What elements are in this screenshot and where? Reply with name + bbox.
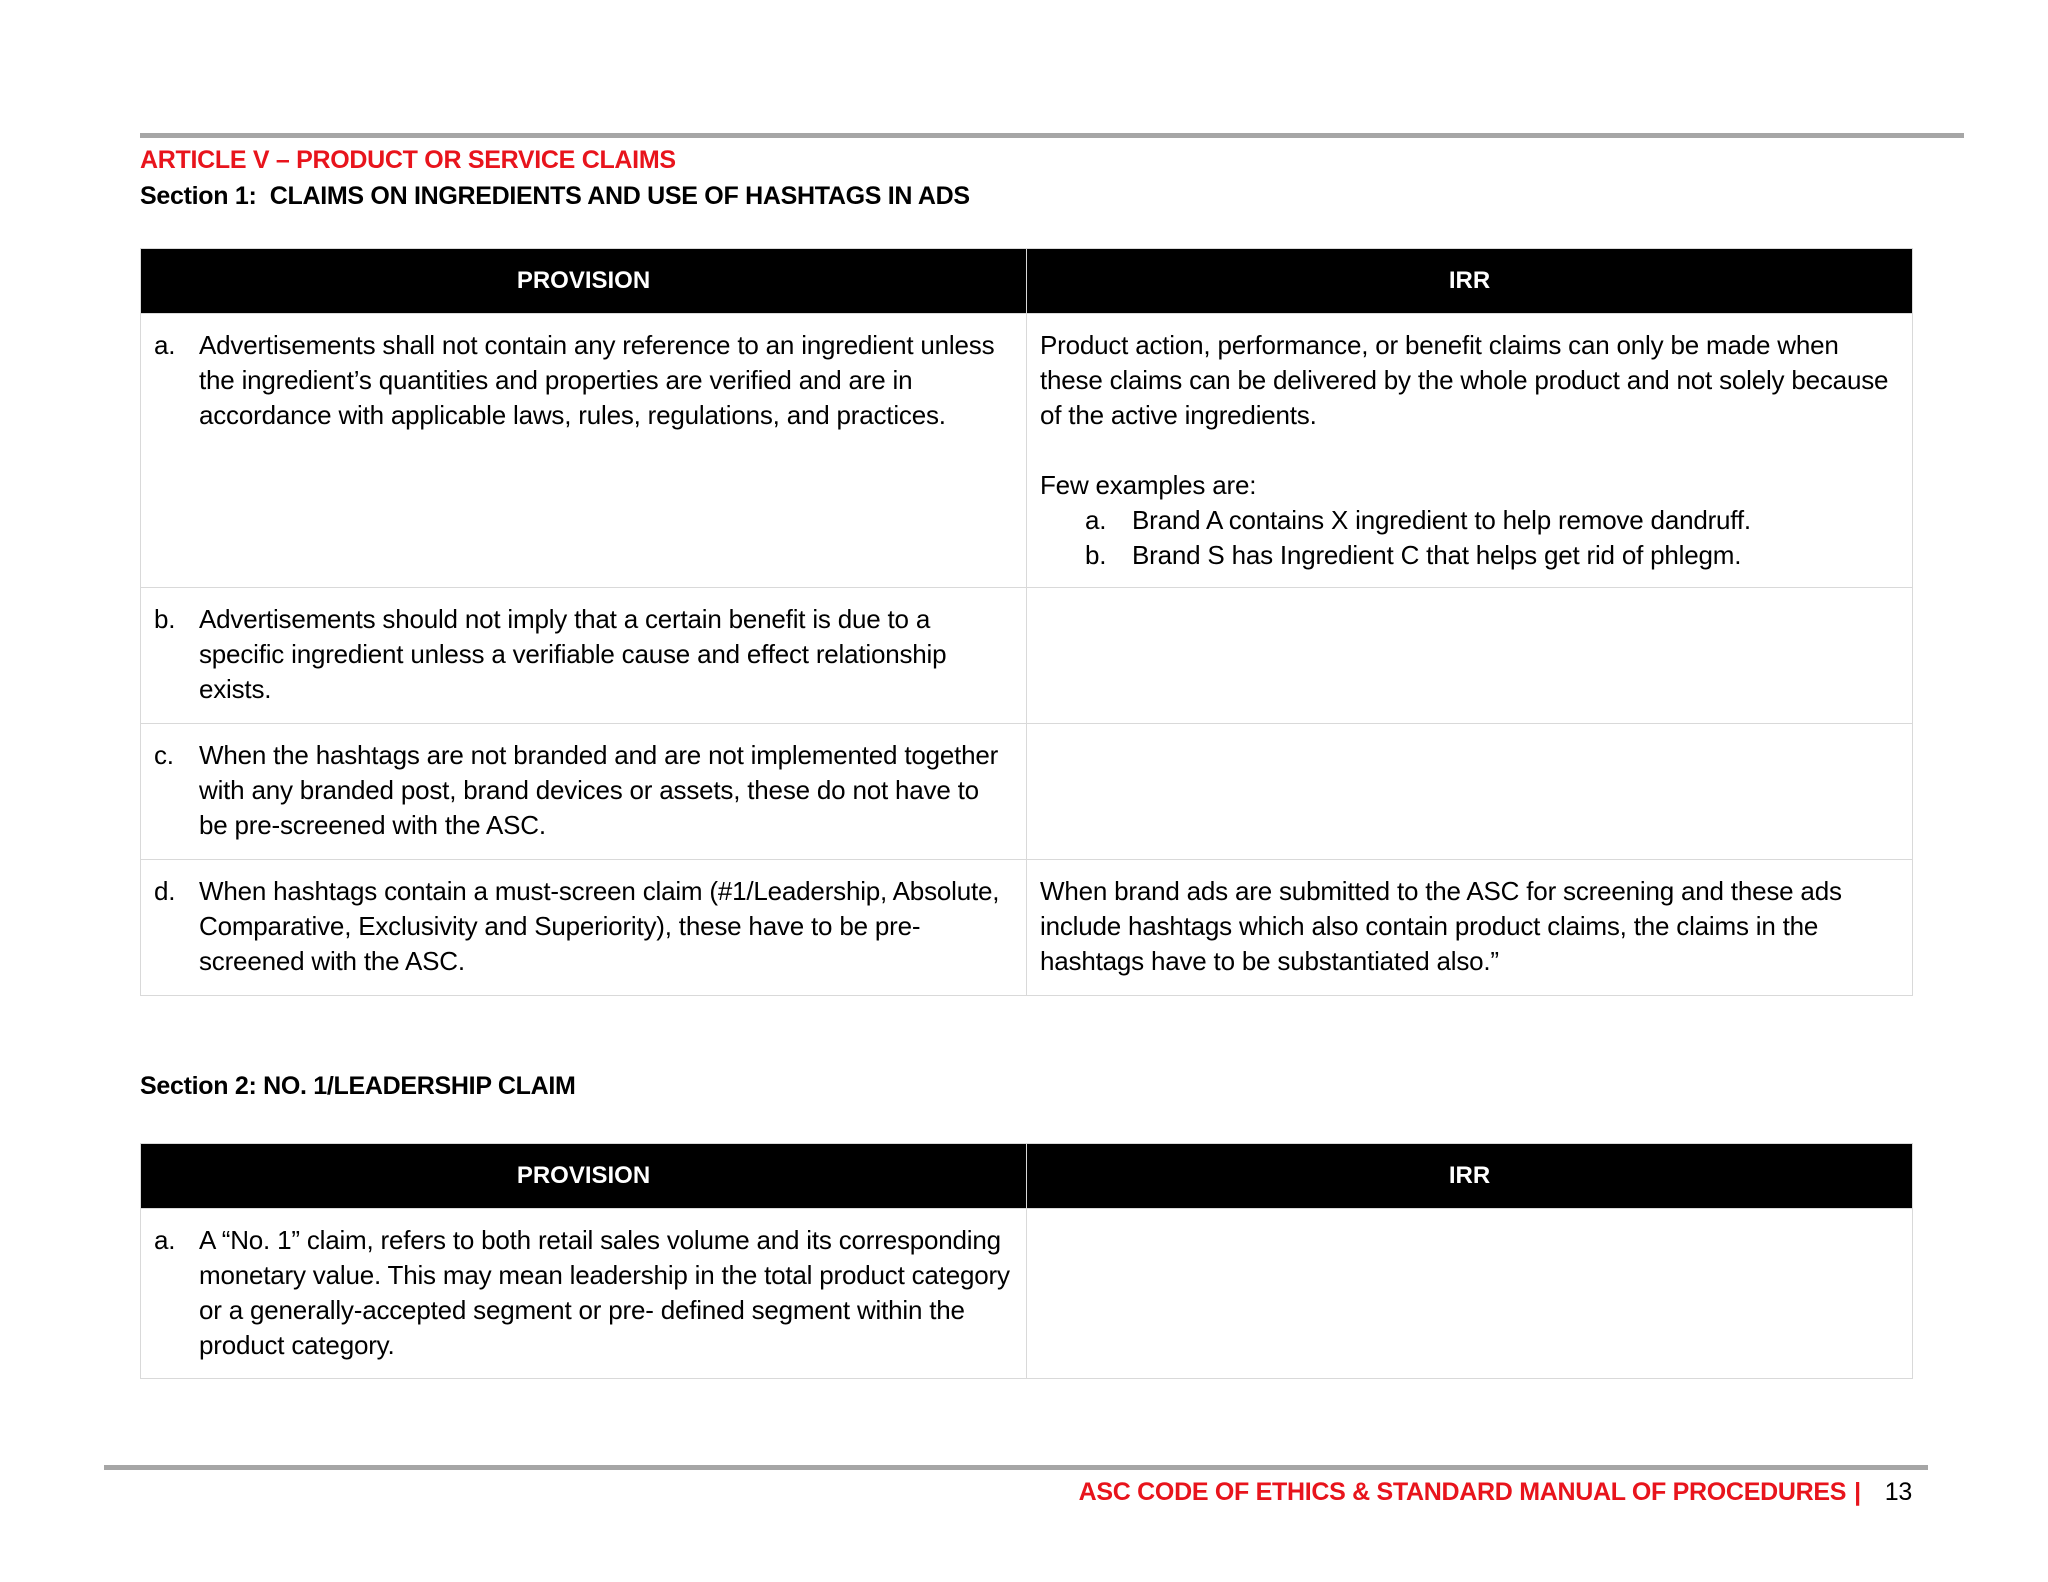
table-header-row — [141, 249, 1913, 314]
provision-header: PROVISION — [141, 249, 1027, 314]
section-2-table — [140, 1143, 1913, 1379]
irr-examples-intro: Few examples are: — [1040, 470, 1257, 500]
provision-text: When hashtags contain a must-screen claim (#1/Leadership, Absolute, Comparative, Exclusivity and Superiority), these have to be pre-screened with the ASC. — [199, 876, 1000, 976]
irr-header: IRR — [1027, 249, 1913, 314]
provision-cell — [141, 1209, 1027, 1379]
irr-cell — [1027, 860, 1913, 996]
top-rule — [140, 133, 1964, 138]
footer-title: ASC CODE OF ETHICS & STANDARD MANUAL OF PROCEDURES — [1078, 1478, 1847, 1506]
table-row — [141, 860, 1913, 996]
provision-cell — [141, 314, 1027, 588]
article-title: ARTICLE V – PRODUCT OR SERVICE CLAIMS — [140, 146, 676, 174]
irr-header: IRR — [1027, 1144, 1913, 1209]
irr-text: Product action, performance, or benefit claims can only be made when these claims can be delivered by the whole product and not solely because of the active ingredients. — [1040, 330, 1889, 430]
provision-cell — [141, 860, 1027, 996]
example-text: Brand S has Ingredient C that helps get rid of phlegm. — [1132, 540, 1742, 570]
list-item — [1040, 538, 1899, 573]
irr-cell — [1027, 314, 1913, 588]
irr-text: When brand ads are submitted to the ASC for screening and these ads include hashtags which also contain product claims, the claims in the hashtags have to be substantiated also.” — [1040, 876, 1842, 976]
section-1-table — [140, 248, 1913, 996]
page-number: 13 — [1884, 1478, 1912, 1506]
footer-separator: | — [1854, 1478, 1861, 1506]
table-row — [141, 724, 1913, 860]
bottom-rule — [104, 1465, 1928, 1470]
table-header-row — [141, 1144, 1913, 1209]
item-marker: a. — [154, 1225, 176, 1255]
item-marker: b. — [1085, 540, 1107, 570]
item-marker: a. — [154, 330, 176, 360]
irr-cell — [1027, 724, 1913, 860]
item-marker: b. — [154, 604, 176, 634]
table-row — [141, 314, 1913, 588]
page-footer — [1079, 1478, 1912, 1507]
item-marker: d. — [154, 876, 176, 906]
list-item — [1040, 503, 1899, 538]
table-row — [141, 1209, 1913, 1379]
item-marker: c. — [154, 740, 174, 770]
provision-text: When the hashtags are not branded and are not implemented together with any branded post, brand devices or assets, these do not have to be pre-screened with the ASC. — [199, 740, 999, 840]
irr-cell — [1027, 588, 1913, 724]
table-row — [141, 588, 1913, 724]
provision-text: A “No. 1” claim, refers to both retail sales volume and its corresponding monetary value. This may mean leadership in the total product category or a generally-accepted segment or pre- defined segment within the product category. — [199, 1225, 1010, 1360]
item-marker: a. — [1085, 505, 1107, 535]
provision-cell — [141, 588, 1027, 724]
irr-cell — [1027, 1209, 1913, 1379]
section-1-title: Section 1: CLAIMS ON INGREDIENTS AND USE OF HASHTAGS IN ADS — [140, 182, 970, 210]
provision-text: Advertisements should not imply that a certain benefit is due to a specific ingredient unless a verifiable cause and effect relationship exists. — [199, 604, 947, 704]
section-2-title: Section 2: NO. 1/LEADERSHIP CLAIM — [140, 1072, 576, 1100]
provision-text: Advertisements shall not contain any reference to an ingredient unless the ingredient’s quantities and properties are verified and are in accordance with applicable laws, rules, regulations, and practices. — [199, 330, 995, 430]
example-text: Brand A contains X ingredient to help remove dandruff. — [1132, 505, 1751, 535]
provision-cell — [141, 724, 1027, 860]
provision-header: PROVISION — [141, 1144, 1027, 1209]
